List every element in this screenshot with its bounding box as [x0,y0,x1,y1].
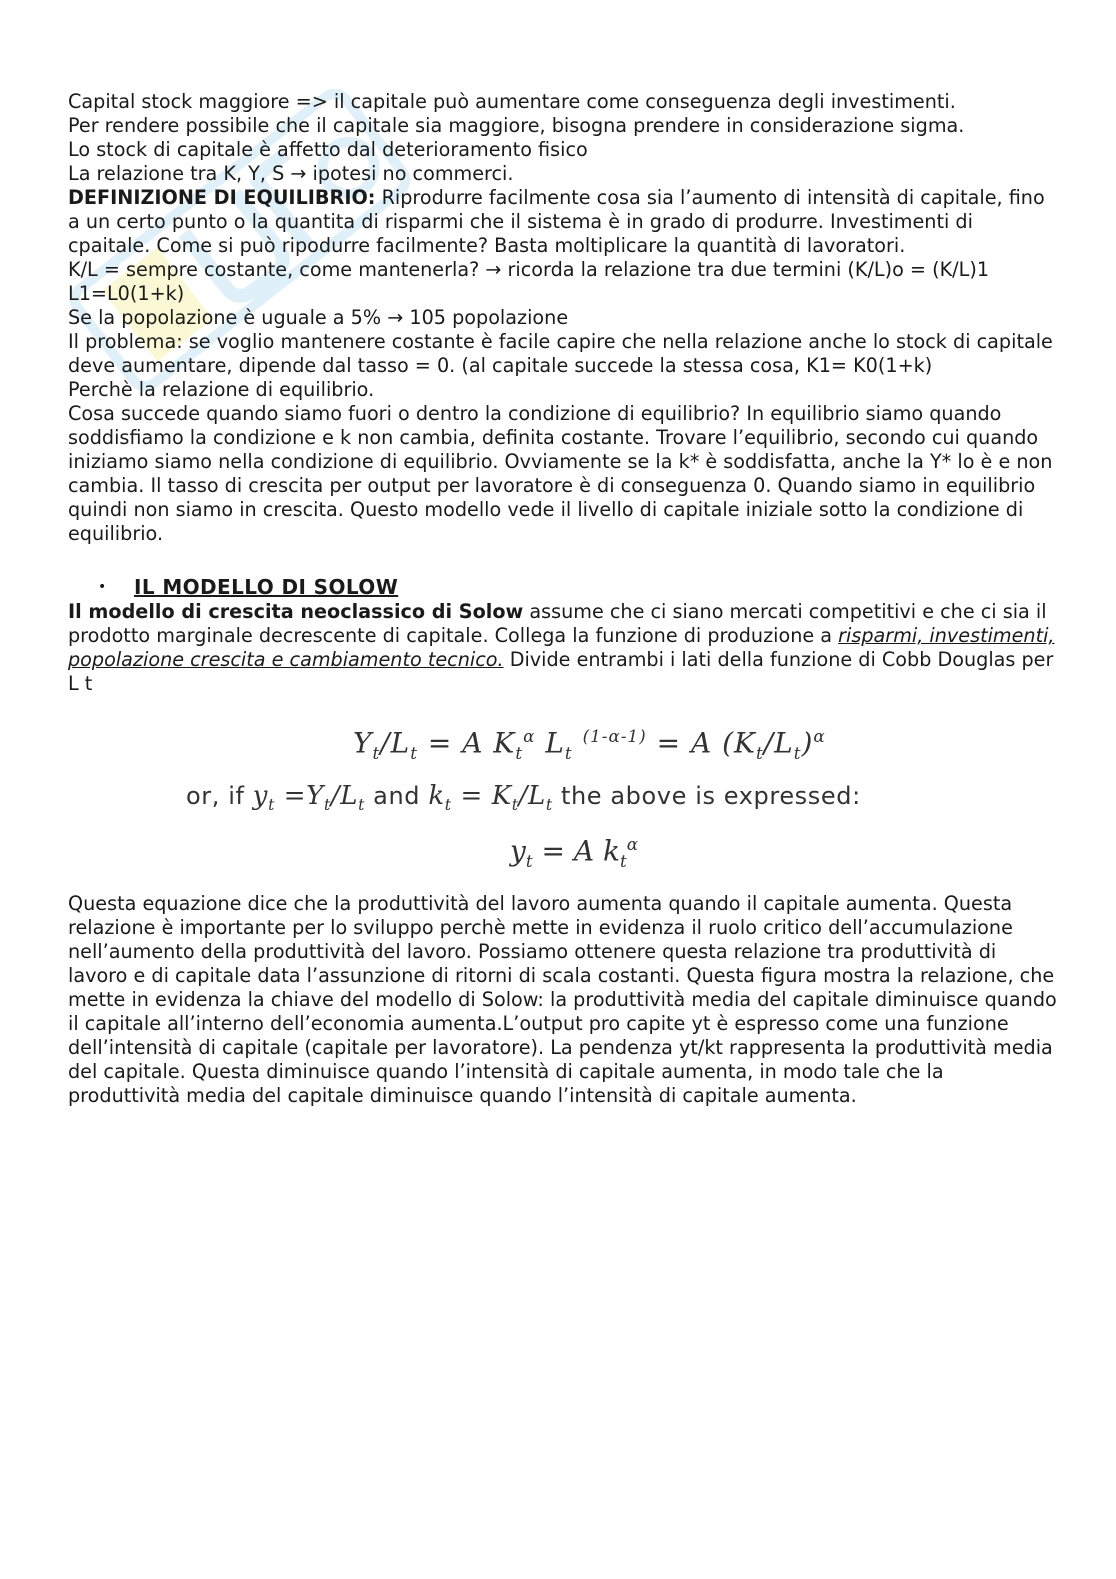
definition-paragraph [68,186,1058,258]
text-line: K/L = sempre costante, come mantenerla? → ricorda la relazione tra due termini (K/L)o = (K/L)1 [68,258,990,281]
text-line: Perchè la relazione di equilibrio. [68,378,375,401]
text-paragraph: Cosa succede quando siamo fuori o dentro la condizione di equilibrio? In equilibrio siamo quando soddisfiamo la condizione e k non cambia, definita costante. Trovare l’equilibrio, secondo cui quando iniziamo siamo nella condizione di equilibrio. Ovviamente se la k* è soddisfatta, anche la Y* lo è e non cambia. Il tasso di crescita per output per lavoratore è di conseguenza 0. Quando siamo in equilibrio quindi non siamo in crescita. Questo modello vede il livello di capitale iniziale sotto la condizione di equilibrio. [68,402,1053,545]
solow-intro-bold: Il modello di crescita neoclassico di Solow [68,600,524,623]
formula-per-worker: $y_t = A$ $k_t^\alpha$ [510,834,639,871]
text-line: Per rendere possibile che il capitale sia maggiore, bisogna prendere in considerazione sigma. [68,114,965,137]
text-line: L1=L0(1+k) [68,282,185,305]
formula-suffix: the above is expressed: [560,782,861,810]
bullet-icon: • [98,579,107,595]
solow-intro-text-2: Divide entrambi i lati della funzione di Cobb Douglas per L t [68,648,1054,695]
solow-intro-text: assume che ci siano mercati competitivi e che ci sia il prodotto marginale decrescente di capitale. Collega la funzione di produzione a [68,600,1047,647]
text-paragraph: Il problema: se voglio mantenere costante è facile capire che nella relazione anche lo stock di capitale deve aumentare, dipende dal tasso = 0. (al capitale succede la stessa cosa, K1= K0(1+k) [68,330,1053,377]
formula-cobb-douglas: $Y_t/L_t = A$ $K_t^\alpha$ $L_t$ $^{(1-\alpha-1)}$ = A $(K_t/L_t)^\alpha$ [353,726,826,763]
definition-label: DEFINIZIONE DI EQUILIBRIO: [68,186,376,209]
formula-prefix: or, if [186,782,245,810]
formula-substitution: or, if $y_t =Y_t/L_t$ and $k_t = K_t/L_t$ the above is expressed: [186,781,861,815]
text-line: Se la popolazione è uguale a 5% → 105 popolazione [68,306,569,329]
section-heading-row [68,574,1058,600]
document-body [68,90,1058,1108]
conclusion-paragraph: Questa equazione dice che la produttività del lavoro aumenta quando il capitale aumenta. Questa relazione è importante per lo sviluppo perchè mette in evidenza il ruolo critico dell’accumulazione nell’aumento della produttività del lavoro. Possiamo ottenere questa relazione tra produttività di lavoro e di capitale data l’assunzione di ritorni di scala costanti. Questa figura mostra la relazione, che mette in evidenza la chiave del modello di Solow: la produttività media del capitale diminuisce quando il capitale all’interno dell’economia aumenta.L’output pro capite yt è espresso come una funzione dell’intensità di capitale (capitale per lavoratore). La pendenza yt/kt rappresenta la produttività media del capitale. Questa diminuisce quando l’intensità di capitale aumenta, in modo tale che la produttività media del capitale diminuisce quando l’intensità di capitale aumenta. [68,892,1057,1107]
text-line: Capital stock maggiore => il capitale può aumentare come conseguenza degli investimenti. [68,90,956,113]
formula-image [68,702,1058,892]
solow-intro-paragraph [68,600,1058,696]
formula-and: and [373,782,421,810]
text-line: La relazione tra K, Y, S → ipotesi no commerci. [68,162,514,185]
definition-text: Riprodurre facilmente cosa sia l’aumento di intensità di capitale, fino a un certo punto o la quantita di risparmi che il sistema è in grado di produrre. Investimenti di cpaitale. Come si può ripodurre facilmente? Basta moltiplicare la quantità di lavoratori. [68,186,1045,257]
section-heading: IL MODELLO DI SOLOW [134,575,399,599]
text-line: Lo stock di capitale è affetto dal deterioramento fisico [68,138,588,161]
solow-intro-link: risparmi, investimenti, popolazione crescita e cambiamento tecnico. [68,624,1055,671]
